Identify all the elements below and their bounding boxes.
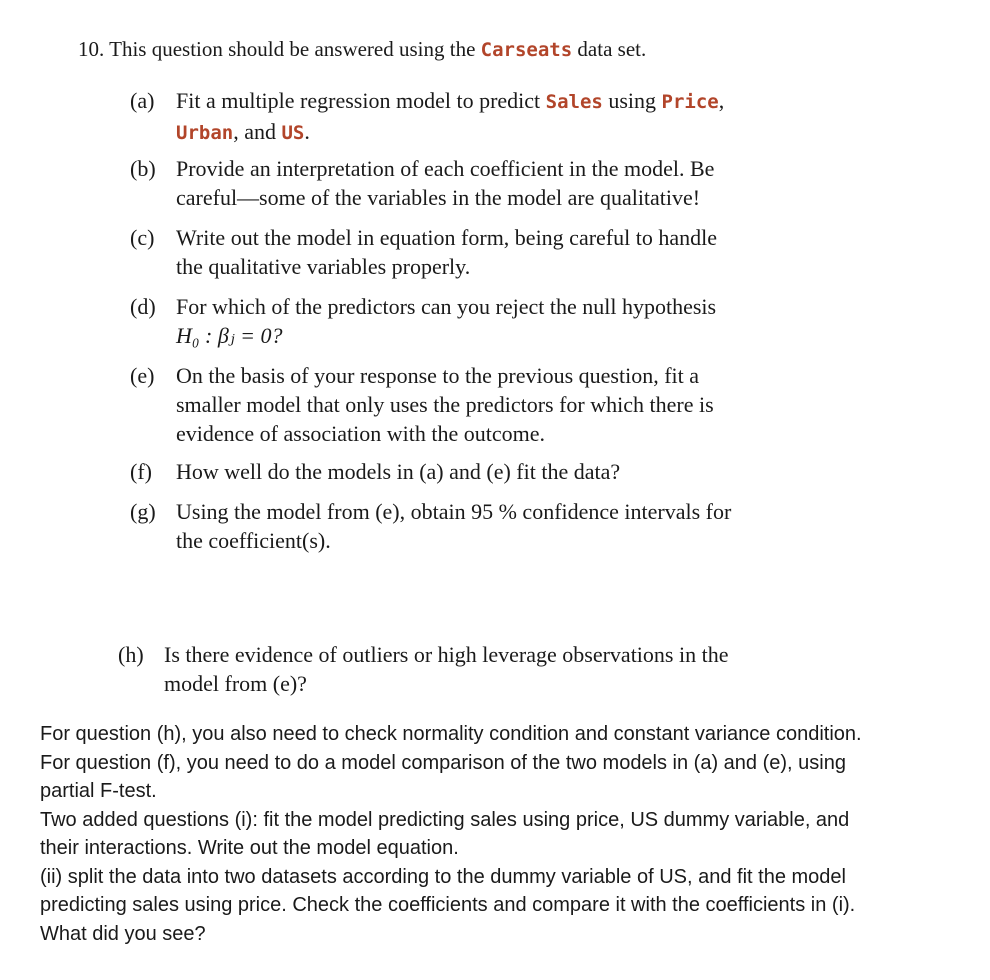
note-line: their interactions. Write out the model equation. bbox=[40, 837, 459, 859]
question-number: 10. bbox=[78, 37, 105, 61]
part-c-line2: the qualitative variables properly. bbox=[176, 254, 471, 279]
part-a-line2 bbox=[176, 117, 860, 148]
part-h-line1: Is there evidence of outliers or high leverage observations in the bbox=[164, 642, 729, 667]
part-a-comma: , bbox=[718, 88, 725, 113]
question-text-before: This question should be answered using the bbox=[109, 37, 476, 61]
part-f bbox=[130, 457, 860, 486]
null-hypothesis: H₀ : βⱼ = 0? bbox=[176, 323, 283, 348]
part-g-line1: Using the model from (e), obtain 95 % confidence intervals for bbox=[176, 499, 732, 524]
part-b-line1: Provide an interpretation of each coefficient in the model. Be bbox=[176, 156, 715, 181]
part-a-period: . bbox=[304, 119, 310, 144]
part-b-label: (b) bbox=[130, 156, 156, 181]
part-f-line1: How well do the models in (a) and (e) fit the data? bbox=[176, 459, 621, 484]
part-a-text3: , and bbox=[233, 119, 276, 144]
part-e-line1: On the basis of your response to the previous question, fit a bbox=[176, 363, 700, 388]
part-e-label: (e) bbox=[130, 363, 155, 388]
part-a-line1 bbox=[176, 86, 860, 117]
part-g-line2: the coefficient(s). bbox=[176, 528, 331, 553]
additional-notes bbox=[40, 720, 940, 948]
part-h-line2: model from (e)? bbox=[164, 671, 307, 696]
note-line: For question (h), you also need to check normality condition and constant variance condition. bbox=[40, 723, 862, 745]
part-d-line1: For which of the predictors can you reject the null hypothesis bbox=[176, 294, 717, 319]
part-d bbox=[130, 292, 860, 350]
note-line: partial F-test. bbox=[40, 780, 157, 802]
part-a-text2: using bbox=[608, 88, 657, 113]
part-a-text1: Fit a multiple regression model to predict bbox=[176, 88, 541, 113]
part-e-line2: smaller model that only uses the predictors for which there is bbox=[176, 392, 714, 417]
part-g-label: (g) bbox=[130, 499, 156, 524]
var-urban: Urban bbox=[176, 122, 234, 144]
part-e bbox=[130, 361, 860, 448]
var-sales: Sales bbox=[545, 91, 603, 113]
note-line: Two added questions (i): fit the model predicting sales using price, US dummy variable, and bbox=[40, 808, 850, 831]
part-a-label: (a) bbox=[130, 88, 155, 113]
part-b-line2: careful—some of the variables in the model are qualitative! bbox=[176, 185, 701, 210]
part-a bbox=[130, 86, 860, 148]
part-f-label: (f) bbox=[130, 459, 152, 484]
dataset-name: Carseats bbox=[480, 39, 573, 61]
question-title bbox=[78, 34, 646, 65]
part-c-line1: Write out the model in equation form, being careful to handle bbox=[176, 225, 717, 250]
note-line: For question (f), you need to do a model comparison of the two models in (a) and (e), using bbox=[40, 751, 846, 774]
part-e-line3: evidence of association with the outcome. bbox=[176, 421, 545, 446]
part-c-label: (c) bbox=[130, 225, 155, 250]
part-h bbox=[118, 640, 848, 698]
question-text-after: data set. bbox=[577, 37, 647, 61]
part-b bbox=[130, 154, 860, 212]
var-us: US bbox=[281, 122, 305, 144]
note-line: What did you see? bbox=[40, 922, 206, 945]
var-price: Price bbox=[661, 91, 719, 113]
note-line: (ii) split the data into two datasets according to the dummy variable of US, and fit the model bbox=[40, 865, 846, 888]
part-c bbox=[130, 223, 860, 281]
note-line: predicting sales using price. Check the coefficients and compare it with the coefficients in (i). bbox=[40, 894, 856, 916]
part-g bbox=[130, 497, 860, 555]
part-h-label: (h) bbox=[118, 642, 144, 667]
part-d-label: (d) bbox=[130, 294, 156, 319]
